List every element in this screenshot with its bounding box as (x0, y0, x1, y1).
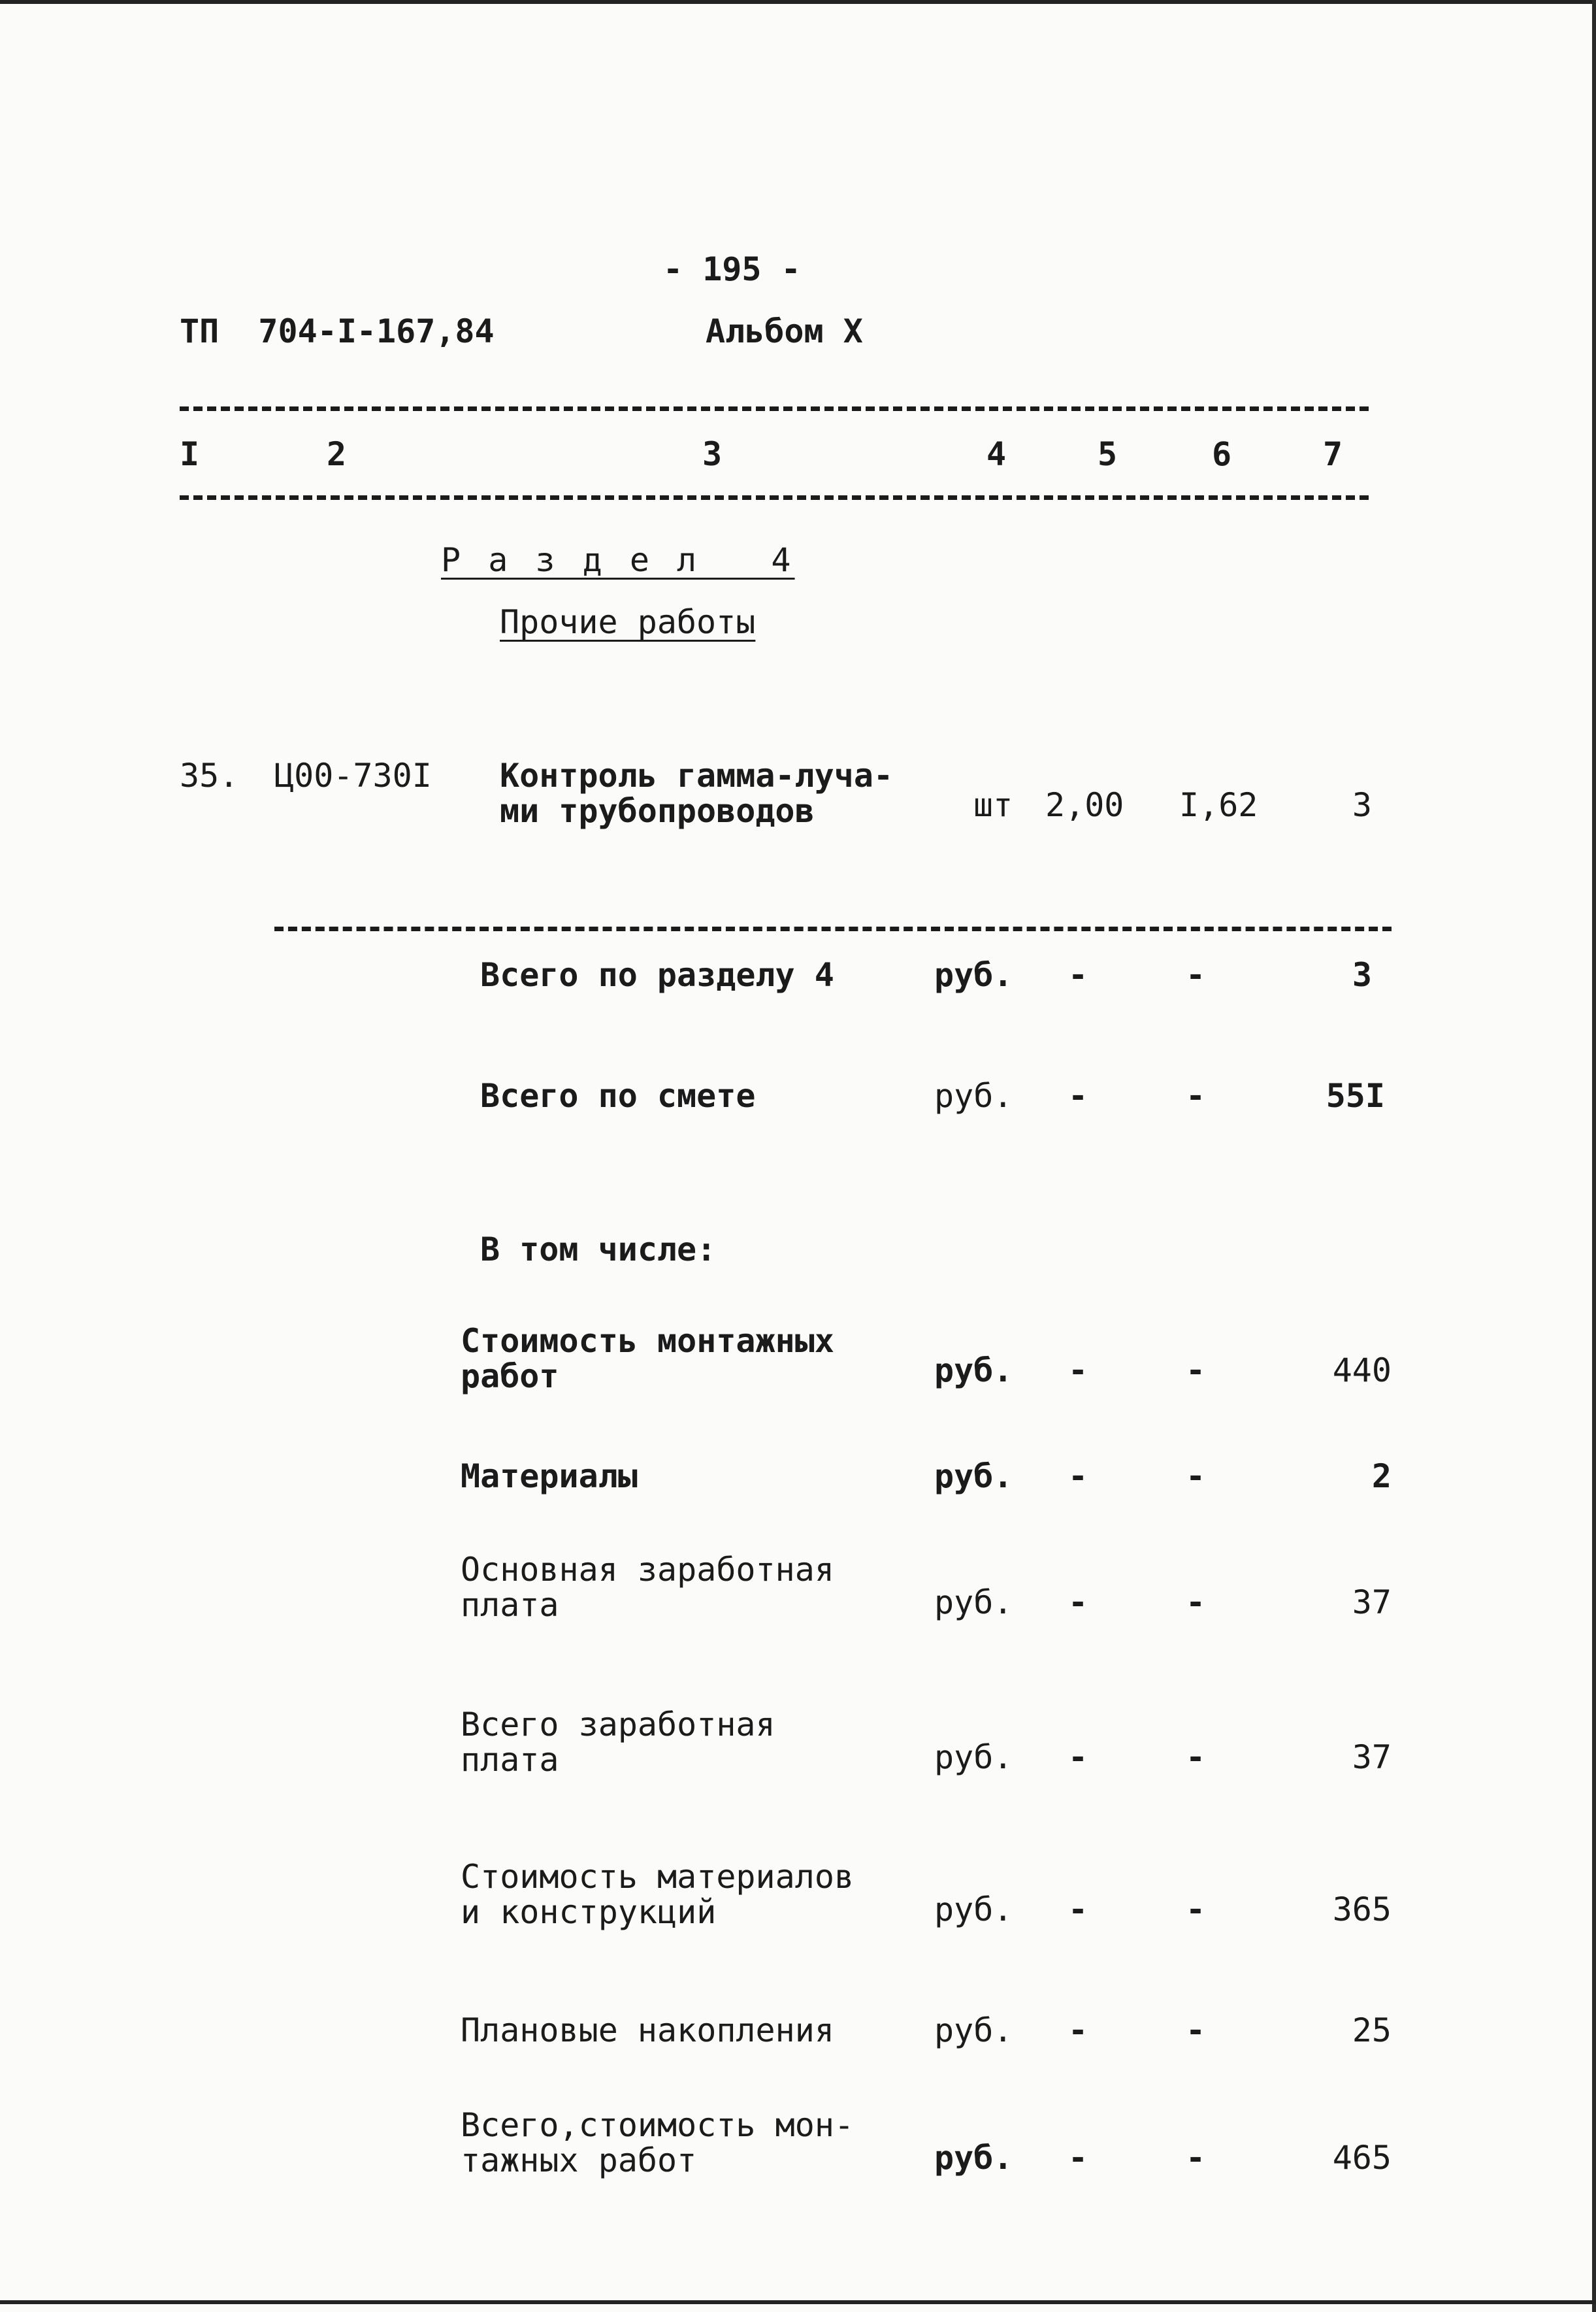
breakdown-label: Всего,стоимость мон- тажных работ (461, 2106, 855, 2179)
breakdown-col6: - (1186, 1891, 1206, 1928)
breakdown-value: 440 (1332, 1351, 1392, 1389)
breakdown-label: Стоимость материалов и конструкций (461, 1858, 855, 1931)
item-price: I,62 (1179, 786, 1258, 824)
item-unit: шт (973, 786, 1013, 824)
item-code: Ц00-730I (274, 757, 432, 795)
summary-label: Всего по разделу 4 (480, 956, 834, 994)
summary-col6: - (1186, 1077, 1206, 1115)
summary-col6: - (1186, 956, 1206, 994)
breakdown-label: Плановые накопления (461, 2011, 834, 2049)
section-subtitle: Прочие работы (500, 603, 756, 641)
page-bottom-edge (0, 2300, 1596, 2304)
col-2-header: 2 (327, 435, 347, 473)
breakdown-label: Стоимость монтажных работ (461, 1322, 834, 1395)
breakdown-label: Основная заработная плата (461, 1551, 834, 1624)
breakdown-label: Всего заработная плата (461, 1706, 775, 1779)
item-qty: 2,00 (1045, 786, 1124, 824)
breakdown-unit: руб. (934, 1351, 1013, 1389)
breakdown-col6: - (1186, 1457, 1206, 1495)
summary-col5: - (1068, 1077, 1088, 1115)
summary-label: Всего по смете (480, 1077, 756, 1115)
item-name: Контроль гамма-луча- ми трубопроводов (500, 757, 894, 830)
col-6-header: 6 (1212, 435, 1232, 473)
breakdown-col6: - (1186, 2139, 1206, 2177)
summary-value: 55I (1326, 1077, 1385, 1115)
breakdown-value: 365 (1332, 1891, 1392, 1928)
summary-unit: руб. (934, 956, 1013, 994)
breakdown-value: 465 (1332, 2139, 1392, 2177)
col-7-header: 7 (1323, 435, 1343, 473)
breakdown-unit: руб. (934, 1583, 1013, 1621)
summary-col5: - (1068, 956, 1088, 994)
breakdown-col6: - (1186, 1351, 1206, 1389)
summary-unit: руб. (934, 1077, 1013, 1115)
breakdown-col5: - (1068, 1351, 1088, 1389)
header-top-rule (180, 406, 1369, 411)
summary-rule (274, 927, 1392, 931)
album-label: Альбом X (706, 312, 863, 350)
header-bottom-rule (180, 495, 1369, 500)
breakdown-unit: руб. (934, 2011, 1013, 2049)
breakdown-col6: - (1186, 1738, 1206, 1776)
page-number: - 195 - (663, 250, 801, 288)
section-title: Р а з д е л 4 (441, 541, 795, 579)
breakdown-col5: - (1068, 1891, 1088, 1928)
doc-code: ТП 704-I-167,84 (180, 312, 495, 350)
breakdown-col6: - (1186, 1583, 1206, 1621)
breakdown-label: Материалы (461, 1457, 638, 1495)
including-label: В том числе: (480, 1230, 717, 1268)
col-4-header: 4 (986, 435, 1007, 473)
breakdown-value: 2 (1371, 1457, 1392, 1495)
breakdown-value: 37 (1352, 1583, 1392, 1621)
breakdown-value: 25 (1352, 2011, 1392, 2049)
page-top-edge (0, 0, 1596, 4)
page-right-edge (1592, 0, 1596, 2312)
breakdown-value: 37 (1352, 1738, 1392, 1776)
breakdown-col5: - (1068, 1457, 1088, 1495)
breakdown-col6: - (1186, 2011, 1206, 2049)
breakdown-unit: руб. (934, 1457, 1013, 1495)
col-5-header: 5 (1098, 435, 1118, 473)
breakdown-col5: - (1068, 2139, 1088, 2177)
item-number: 35. (180, 757, 239, 795)
breakdown-col5: - (1068, 2011, 1088, 2049)
item-total: 3 (1352, 786, 1372, 824)
breakdown-col5: - (1068, 1583, 1088, 1621)
col-3-header: 3 (702, 435, 723, 473)
breakdown-unit: руб. (934, 2139, 1013, 2177)
breakdown-unit: руб. (934, 1891, 1013, 1928)
breakdown-unit: руб. (934, 1738, 1013, 1776)
breakdown-col5: - (1068, 1738, 1088, 1776)
summary-value: 3 (1352, 956, 1372, 994)
col-1-header: I (180, 435, 200, 473)
